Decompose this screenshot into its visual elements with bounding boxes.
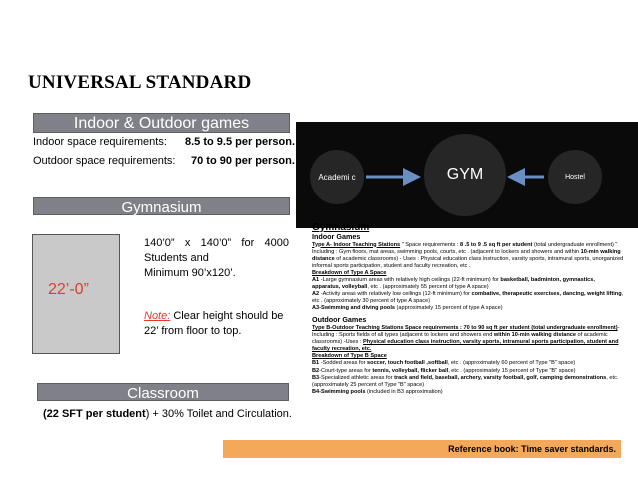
classroom-requirement — [43, 408, 292, 420]
reference-excerpt — [312, 222, 624, 396]
note-text: Clear height should be 22’ from floor to top. — [144, 310, 284, 337]
indoor-outdoor-header: Indoor & Outdoor games — [33, 113, 290, 133]
academic-node: Academi c — [310, 150, 364, 204]
reference-book: Reference book: Time saver standards. — [448, 444, 616, 454]
ref-a2: A2 -Activity areas with relatively low ceilings (12-ft minimum) for combative, therapeutic exercises, dancing, weight lifting, etc . (approximately 30 percent of type A space) — [312, 291, 624, 305]
outdoor-value: 70 to 90 per person. — [191, 155, 295, 167]
ref-b2: B2-Court-type areas for tennis, volleyball, flicker ball, etc . (approximately 15 percent of Type "B" space) — [312, 367, 576, 374]
note-label: Note: — [144, 310, 171, 322]
classroom-header: Classroom — [37, 383, 289, 401]
gym-node: GYM — [424, 134, 506, 216]
ref-breakdown-b: Breakdown of Type B Space — [312, 353, 387, 360]
ref-breakdown-a: Breakdown of Type A Space — [312, 269, 387, 276]
ref-b1: B1 -Sodded areas for soccer, touch football ,softball, etc . (approximately 60 percent of Type "B" space) — [312, 360, 576, 367]
classroom-bold: (22 SFT per student — [43, 408, 146, 420]
ref-b3: B3-Specialized athletic areas for track and field, baseball, archery, varsity football, golf, camping demonstrations, etc. (approximately 25 percent of Type "B" space) — [312, 374, 619, 388]
ref-gym-title: Gymnasium — [312, 222, 370, 233]
gym-note — [144, 309, 289, 339]
gym-size-line2: Minimum 90’x120’. — [144, 267, 236, 279]
outdoor-requirement — [33, 155, 295, 167]
gym-size-line1: 140’0” x 140’0” for 4000 Students and — [144, 237, 289, 264]
indoor-label: Indoor space requirements: — [33, 136, 167, 148]
indoor-value: 8.5 to 9.5 per person. — [185, 136, 296, 148]
indoor-requirement — [33, 136, 296, 148]
ref-b4: B4-Swimming pools (included in B3 approximation) — [312, 388, 443, 395]
gym-size-text — [144, 236, 289, 281]
height-dimension: 22’-0” — [48, 281, 89, 298]
gymnasium-header: Gymnasium — [33, 197, 290, 215]
hostel-node: Hostel — [548, 150, 602, 204]
ref-a3: A3-Swimming and diving pools (approximately 15 percent of type A space) — [312, 305, 503, 312]
outdoor-label: Outdoor space requirements: — [33, 155, 176, 167]
ref-a1: A1 -Large gymnasium areas with relatively high ceilings (22-ft minimum) for basketball, badminton, gymnastics, apparatus, volleyball, etc . (approximately 55 percent of type A space) — [312, 276, 595, 291]
ref-indoor-title: Indoor Games — [312, 232, 361, 241]
page-title: UNIVERSAL STANDARD — [28, 72, 252, 93]
ref-type-b: Type B-Outdoor Teaching Stations Space requirements : 70 to 90 sq ft per student (total undergraduate enrollment)- Including : Sports fields of all types (adjacent to lockers and showers end within 10-min walking distance of academic classrooms) -Uses : Physical education class instruction, varsity sports, intramural sports participation, student and faculty recreation, etc. — [312, 324, 620, 353]
ref-type-a: Type A- Indoor Teaching Stations " Space requirements : 8 .5 to 9 .5 sq ft per student (total undergraduate enrollment) " Including : Gym floors, mat areas, swimming pools, courts, etc . (adjacent to lockers and showers and within 10-min walking distance of academic classrooms) - Uses : Physical education class instruction, varsity sports, intramural sports, unorganized informal sports participation, student and faculty recreation, etc . — [312, 241, 624, 269]
classroom-rest: ) + 30% Toilet and Circulation. — [145, 408, 292, 420]
ref-outdoor-title: Outdoor Games — [312, 315, 367, 325]
